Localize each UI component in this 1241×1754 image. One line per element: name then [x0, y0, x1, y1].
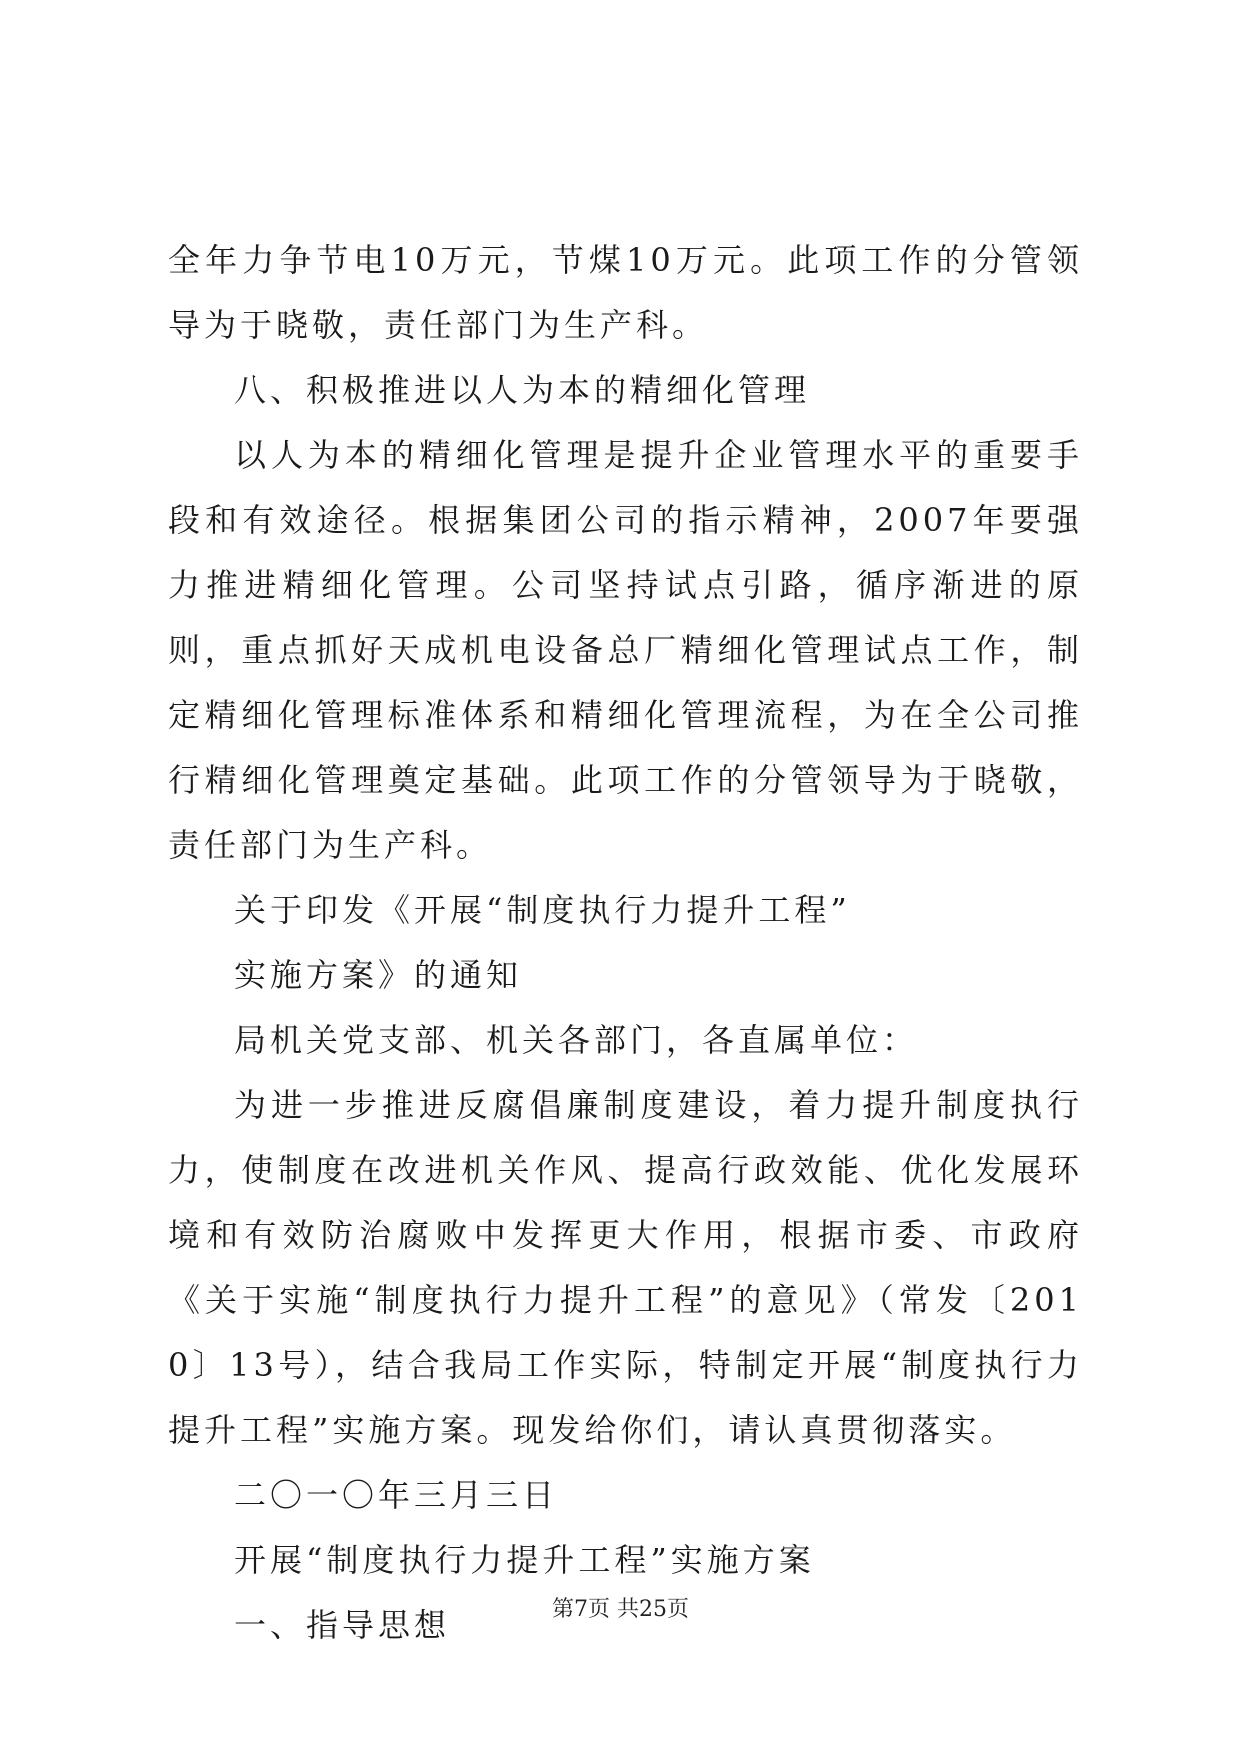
notice-addressee: 局机关党支部、机关各部门，各直属单位：	[234, 1021, 919, 1059]
paragraph-refined-management: 以人为本的精细化管理是提升企业管理水平的重要手段和有效途径。根据集团公司的指示精神，2007年要强力推进精细化管理。公司坚持试点引路，循序渐进的原则，重点抓好天成机电设备总厂精细化管理试点工作，制定精细化管理标准体系和精细化管理流程，为在全公司推行精细化管理奠定基础。此项工作的分管领导为于晓敬，责任部门为生产科。	[168, 436, 1083, 864]
section-heading-8: 八、积极推进以人为本的精细化管理	[234, 371, 811, 409]
notice-title-line-1: 关于印发《开展“制度执行力提升工程”	[234, 891, 851, 929]
document-body	[168, 228, 1083, 1658]
notice-date: 二〇一〇年三月三日	[234, 1476, 559, 1514]
plan-title: 开展“制度执行力提升工程”实施方案	[234, 1541, 815, 1579]
page-number-footer: 第7页 共25页	[552, 1597, 689, 1622]
paragraph-1: 全年力争节电10万元，节煤10万元。此项工作的分管领导为于晓敬，责任部门为生产科。	[168, 241, 1083, 344]
notice-body: 为进一步推进反腐倡廉制度建设，着力提升制度执行力，使制度在改进机关作风、提高行政效能、优化发展环境和有效防治腐败中发挥更大作用，根据市委、市政府《关于实施“制度执行力提升工程”的意见》（常发〔2010〕13号），结合我局工作实际，特制定开展“制度执行力提升工程”实施方案。现发给你们，请认真贯彻落实。	[168, 1086, 1083, 1449]
notice-title-line-2: 实施方案》的通知	[234, 956, 523, 994]
section-heading-1: 一、指导思想	[234, 1606, 451, 1644]
